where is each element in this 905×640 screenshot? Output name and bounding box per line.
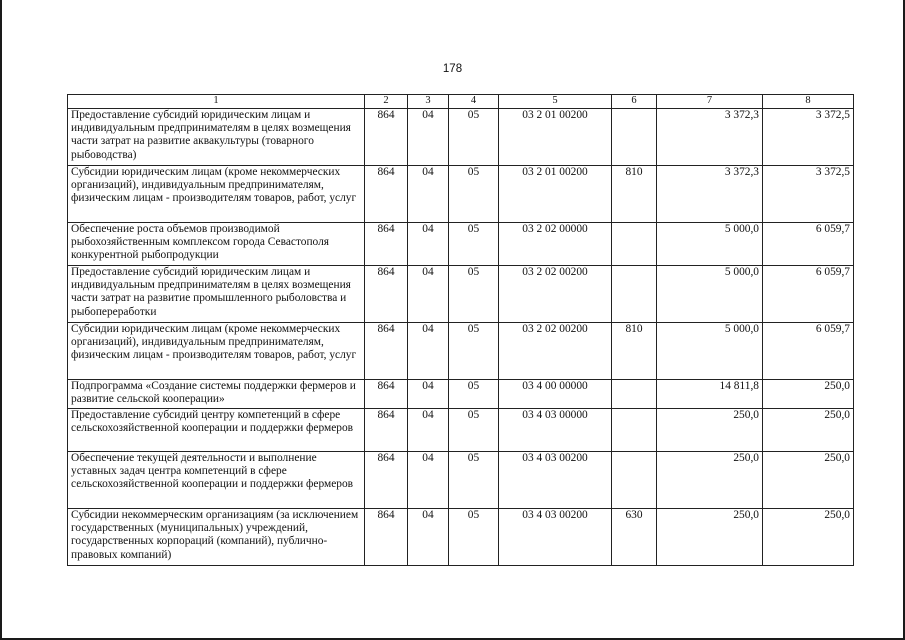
row-section: 04 (408, 323, 449, 380)
table-row (68, 166, 854, 223)
row-amount-col8: 6 059,7 (763, 223, 854, 266)
column-header: 8 (763, 95, 854, 109)
row-amount-col8: 250,0 (763, 380, 854, 409)
row-name: Субсидии юридическим лицам (кроме некоммерческих организаций), индивидуальным предпринимателям, физическим лицам - производителям товаров, работ, услуг (68, 323, 365, 380)
row-subsection: 05 (449, 109, 499, 166)
column-header: 4 (449, 95, 499, 109)
row-amount-col7: 3 372,3 (657, 166, 763, 223)
row-ministry-code: 864 (365, 166, 408, 223)
column-header: 1 (68, 95, 365, 109)
row-target-article: 03 4 03 00200 (499, 452, 612, 509)
row-subsection: 05 (449, 166, 499, 223)
column-header: 2 (365, 95, 408, 109)
column-header: 5 (499, 95, 612, 109)
row-target-article: 03 4 00 00000 (499, 380, 612, 409)
row-ministry-code: 864 (365, 109, 408, 166)
row-section: 04 (408, 452, 449, 509)
row-ministry-code: 864 (365, 266, 408, 323)
row-amount-col8: 3 372,5 (763, 166, 854, 223)
row-expense-type (612, 452, 657, 509)
row-amount-col7: 250,0 (657, 452, 763, 509)
row-expense-type (612, 223, 657, 266)
row-section: 04 (408, 266, 449, 323)
row-target-article: 03 4 03 00200 (499, 509, 612, 566)
row-name: Подпрограмма «Создание системы поддержки фермеров и развитие сельской кооперации» (68, 380, 365, 409)
row-amount-col7: 250,0 (657, 409, 763, 452)
row-expense-type (612, 380, 657, 409)
row-expense-type (612, 409, 657, 452)
row-amount-col7: 5 000,0 (657, 323, 763, 380)
row-target-article: 03 2 01 00200 (499, 109, 612, 166)
row-amount-col7: 14 811,8 (657, 380, 763, 409)
row-amount-col8: 3 372,5 (763, 109, 854, 166)
row-section: 04 (408, 109, 449, 166)
row-subsection: 05 (449, 409, 499, 452)
row-amount-col8: 250,0 (763, 452, 854, 509)
row-section: 04 (408, 166, 449, 223)
row-amount-col7: 250,0 (657, 509, 763, 566)
row-ministry-code: 864 (365, 223, 408, 266)
table-row (68, 109, 854, 166)
row-subsection: 05 (449, 223, 499, 266)
table-header-row (68, 95, 854, 109)
row-subsection: 05 (449, 452, 499, 509)
table-row (68, 323, 854, 380)
column-header: 6 (612, 95, 657, 109)
row-name: Субсидии юридическим лицам (кроме некоммерческих организаций), индивидуальным предпринимателям, физическим лицам - производителям товаров, работ, услуг (68, 166, 365, 223)
column-header: 3 (408, 95, 449, 109)
row-ministry-code: 864 (365, 509, 408, 566)
row-amount-col8: 6 059,7 (763, 323, 854, 380)
column-header: 7 (657, 95, 763, 109)
row-amount-col8: 250,0 (763, 509, 854, 566)
row-subsection: 05 (449, 323, 499, 380)
row-expense-type (612, 109, 657, 166)
row-amount-col7: 5 000,0 (657, 266, 763, 323)
row-amount-col8: 6 059,7 (763, 266, 854, 323)
table-row (68, 266, 854, 323)
row-section: 04 (408, 223, 449, 266)
row-subsection: 05 (449, 266, 499, 323)
row-ministry-code: 864 (365, 323, 408, 380)
row-section: 04 (408, 509, 449, 566)
row-amount-col7: 5 000,0 (657, 223, 763, 266)
row-expense-type (612, 266, 657, 323)
row-amount-col8: 250,0 (763, 409, 854, 452)
page-number: 178 (442, 63, 463, 75)
row-name: Предоставление субсидий центру компетенций в сфере сельскохозяйственной кооперации и поддержки фермеров (68, 409, 365, 452)
table-row (68, 223, 854, 266)
row-ministry-code: 864 (365, 409, 408, 452)
row-name: Субсидии некоммерческим организациям (за исключением государственных (муниципальных) учреждений, государственных корпораций (компаний), публично-правовых компаний) (68, 509, 365, 566)
row-section: 04 (408, 380, 449, 409)
row-subsection: 05 (449, 509, 499, 566)
row-expense-type: 810 (612, 323, 657, 380)
table-row (68, 509, 854, 566)
row-name: Предоставление субсидий юридическим лицам и индивидуальным предпринимателям в целях возмещения части затрат на развитие промышленного рыболовства и рыбопереработки (68, 266, 365, 323)
row-subsection: 05 (449, 380, 499, 409)
table-row (68, 452, 854, 509)
row-ministry-code: 864 (365, 380, 408, 409)
table-row (68, 380, 854, 409)
row-name: Обеспечение текущей деятельности и выполнение уставных задач центра компетенций в сфере сельскохозяйственной кооперации и поддержки фермеров (68, 452, 365, 509)
row-name: Обеспечение роста объемов производимой рыбохозяйственным комплексом города Севастополя конкурентной рыбопродукции (68, 223, 365, 266)
row-expense-type: 810 (612, 166, 657, 223)
row-target-article: 03 2 01 00200 (499, 166, 612, 223)
row-target-article: 03 4 03 00000 (499, 409, 612, 452)
row-section: 04 (408, 409, 449, 452)
budget-table (67, 94, 854, 566)
row-target-article: 03 2 02 00000 (499, 223, 612, 266)
row-expense-type: 630 (612, 509, 657, 566)
row-ministry-code: 864 (365, 452, 408, 509)
table-row (68, 409, 854, 452)
row-target-article: 03 2 02 00200 (499, 266, 612, 323)
row-name: Предоставление субсидий юридическим лицам и индивидуальным предпринимателям в целях возмещения части затрат на развитие аквакультуры (товарного рыбоводства) (68, 109, 365, 166)
row-amount-col7: 3 372,3 (657, 109, 763, 166)
row-target-article: 03 2 02 00200 (499, 323, 612, 380)
